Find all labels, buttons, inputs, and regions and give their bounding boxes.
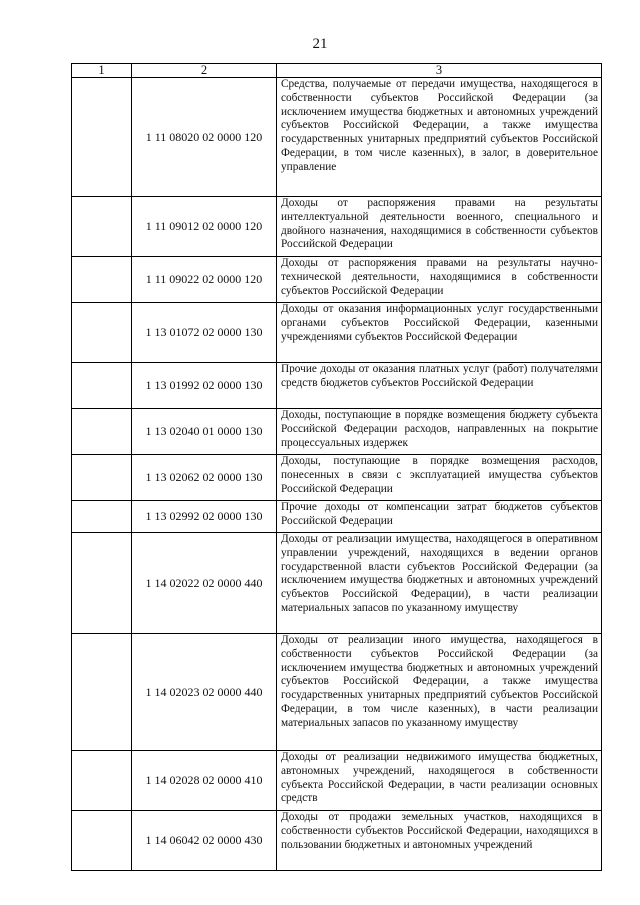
- revenue-description-cell: Доходы от реализации имущества, находящегося в оперативном управлении учреждений, находящихся в ведении органов государственной власти субъектов Российской Федерации (за исключением имущества бюджетных и автономных учреждений субъектов Российской Федерации), в части реализации материальных запасов по указанному имуществу: [277, 533, 602, 634]
- revenue-description-cell: Прочие доходы от оказания платных услуг (работ) получателями средств бюджетов субъектов Российской Федерации: [277, 363, 602, 409]
- revenue-code-cell: 1 13 02062 02 0000 130: [132, 455, 277, 501]
- revenue-code-cell: 1 13 02040 01 0000 130: [132, 409, 277, 455]
- table-row: [72, 303, 602, 363]
- revenue-description-cell: Доходы, поступающие в порядке возмещения расходов, понесенных в связи с эксплуатацией имущества субъектов Российской Федерации: [277, 455, 602, 501]
- row-blank-cell: [72, 634, 132, 751]
- revenue-description-cell: Доходы от продажи земельных участков, находящихся в собственности субъектов Российской Федерации, находящихся в пользовании бюджетных и автономных учреждений: [277, 811, 602, 871]
- row-blank-cell: [72, 78, 132, 197]
- column-header-1: 1: [72, 64, 132, 78]
- row-blank-cell: [72, 363, 132, 409]
- revenue-description-cell: Доходы от оказания информационных услуг государственными органами субъектов Российской Федерации, казенными учреждениями субъектов Российской Федерации: [277, 303, 602, 363]
- revenue-code-cell: 1 14 02028 02 0000 410: [132, 751, 277, 811]
- table-row: [72, 455, 602, 501]
- row-blank-cell: [72, 409, 132, 455]
- revenue-code-cell: 1 11 08020 02 0000 120: [132, 78, 277, 197]
- row-blank-cell: [72, 533, 132, 634]
- revenue-description-cell: Средства, получаемые от передачи имущества, находящегося в собственности субъектов Российской Федерации (за исключением имущества бюджетных и автономных учреждений субъектов Российской Федерации, а также имущества государственных унитарных предприятий субъектов Российской Федерации, в том числе казенных), в залог, в доверительное управление: [277, 78, 602, 197]
- row-blank-cell: [72, 811, 132, 871]
- table-row: [72, 811, 602, 871]
- revenue-description-cell: Доходы от реализации иного имущества, находящегося в собственности субъектов Российской Федерации (за исключением имущества бюджетных и автономных учреждений субъектов Российской Федерации, а также имущества государственных унитарных предприятий субъектов Российской Федерации, в том числе казенных), в части реализации материальных запасов по указанному имуществу: [277, 634, 602, 751]
- table-row: [72, 78, 602, 197]
- page-number: 21: [312, 36, 328, 52]
- revenue-description-cell: Доходы от распоряжения правами на результаты научно-технической деятельности, находящимися в собственности субъектов Российской Федерации: [277, 257, 602, 303]
- revenue-code-cell: 1 11 09022 02 0000 120: [132, 257, 277, 303]
- revenue-code-cell: 1 13 01992 02 0000 130: [132, 363, 277, 409]
- row-blank-cell: [72, 501, 132, 533]
- column-header-2: 2: [132, 64, 277, 78]
- row-blank-cell: [72, 751, 132, 811]
- column-header-3: 3: [277, 64, 602, 78]
- revenue-description-cell: Доходы от распоряжения правами на результаты интеллектуальной деятельности военного, специального и двойного назначения, находящимися в собственности субъектов Российской Федерации: [277, 197, 602, 257]
- row-blank-cell: [72, 197, 132, 257]
- revenue-code-cell: 1 13 01072 02 0000 130: [132, 303, 277, 363]
- row-blank-cell: [72, 257, 132, 303]
- revenue-code-cell: 1 14 02022 02 0000 440: [132, 533, 277, 634]
- revenue-code-cell: 1 11 09012 02 0000 120: [132, 197, 277, 257]
- table-row: [72, 409, 602, 455]
- revenue-description-cell: Доходы, поступающие в порядке возмещения бюджету субъекта Российской Федерации расходов, направленных на покрытие процессуальных издержек: [277, 409, 602, 455]
- row-blank-cell: [72, 455, 132, 501]
- table-row: [72, 533, 602, 634]
- table-row: [72, 257, 602, 303]
- table-header-row: [72, 64, 602, 78]
- table-row: [72, 634, 602, 751]
- table-row: [72, 363, 602, 409]
- table-row: [72, 751, 602, 811]
- revenue-code-cell: 1 14 06042 02 0000 430: [132, 811, 277, 871]
- row-blank-cell: [72, 303, 132, 363]
- table-row: [72, 501, 602, 533]
- revenue-code-cell: 1 13 02992 02 0000 130: [132, 501, 277, 533]
- revenue-description-cell: Прочие доходы от компенсации затрат бюджетов субъектов Российской Федерации: [277, 501, 602, 533]
- revenue-description-cell: Доходы от реализации недвижимого имущества бюджетных, автономных учреждений, находящегося в собственности субъекта Российской Федерации, в части реализации основных средств: [277, 751, 602, 811]
- table-row: [72, 197, 602, 257]
- revenue-code-cell: 1 14 02023 02 0000 440: [132, 634, 277, 751]
- revenue-codes-table: [71, 63, 602, 871]
